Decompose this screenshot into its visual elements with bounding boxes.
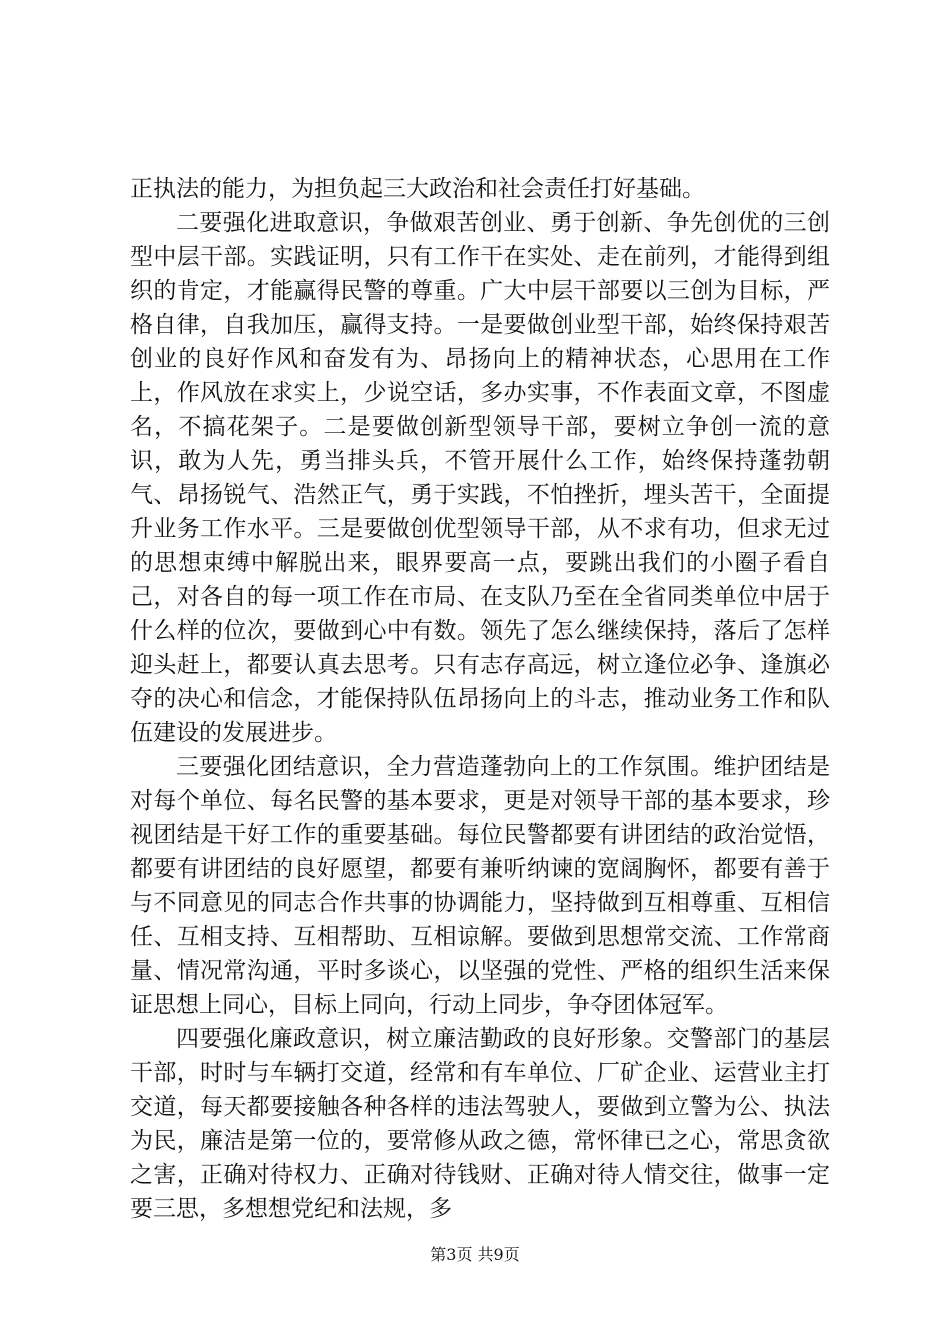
page-number: 第3页 共9页 (430, 1245, 520, 1264)
paragraph-progressive-awareness: 二要强化进取意识，争做艰苦创业、勇于创新、争先创优的三创型中层干部。实践证明，只有工作干在实处、走在前列，才能得到组织的肯定，才能赢得民警的尊重。广大中层干部要以三创为目标，严格自律，自我加压，赢得支持。一是要做创业型干部，始终保持艰苦创业的良好作风和奋发有为、昂扬向上的精神状态，心思用在工作上，作风放在求实上，少说空话，多办实事，不作表面文章，不图虚名，不搞花架子。二是要做创新型领导干部，要树立争创一流的意识，敢为人先，勇当排头兵，不管开展什么工作，始终保持蓬勃朝气、昂扬锐气、浩然正气，勇于实践，不怕挫折，埋头苦干，全面提升业务工作水平。三是要做创优型领导干部，从不求有功，但求无过的思想束缚中解脱出来，眼界要高一点，要跳出我们的小圈子看自己，对各自的每一项工作在市局、在支队乃至在全省同类单位中居于什么样的位次，要做到心中有数。领先了怎么继续保持，落后了怎样迎头赶上，都要认真去思考。只有志存高远，树立逢位必争、逢旗必夺的决心和信念，才能保持队伍昂扬向上的斗志，推动业务工作和队伍建设的发展进步。 (130, 210, 830, 746)
document-body (130, 172, 830, 1226)
page-footer (0, 1244, 950, 1266)
paragraph-unity-awareness: 三要强化团结意识，全力营造蓬勃向上的工作氛围。维护团结是对每个单位、每名民警的基本要求，更是对领导干部的基本要求，珍视团结是干好工作的重要基础。每位民警都要有讲团结的政治觉悟，都要有讲团结的良好愿望，都要有兼听纳谏的宽阔胸怀，都要有善于与不同意见的同志合作共事的协调能力，坚持做到互相尊重、互相信任、互相支持、互相帮助、互相谅解。要做到思想常交流、工作常商量、情况常沟通，平时多谈心，以坚强的党性、严格的组织生活来保证思想上同心，目标上同向，行动上同步，争夺团体冠军。 (130, 754, 830, 1018)
paragraph-continuation: 正执法的能力，为担负起三大政治和社会责任打好基础。 (130, 176, 705, 202)
paragraph-integrity-awareness: 四要强化廉政意识，树立廉洁勤政的良好形象。交警部门的基层干部，时时与车辆打交道，经常和有车单位、厂矿企业、运营业主打交道，每天都要接触各种各样的违法驾驶人，要做到立警为公、执法为民，廉洁是第一位的，要常修从政之德，常怀律已之心，常思贪欲之害，正确对待权力、正确对待钱财、正确对待人情交往，做事一定要三思，多想想党纪和法规，多 (130, 1026, 830, 1222)
